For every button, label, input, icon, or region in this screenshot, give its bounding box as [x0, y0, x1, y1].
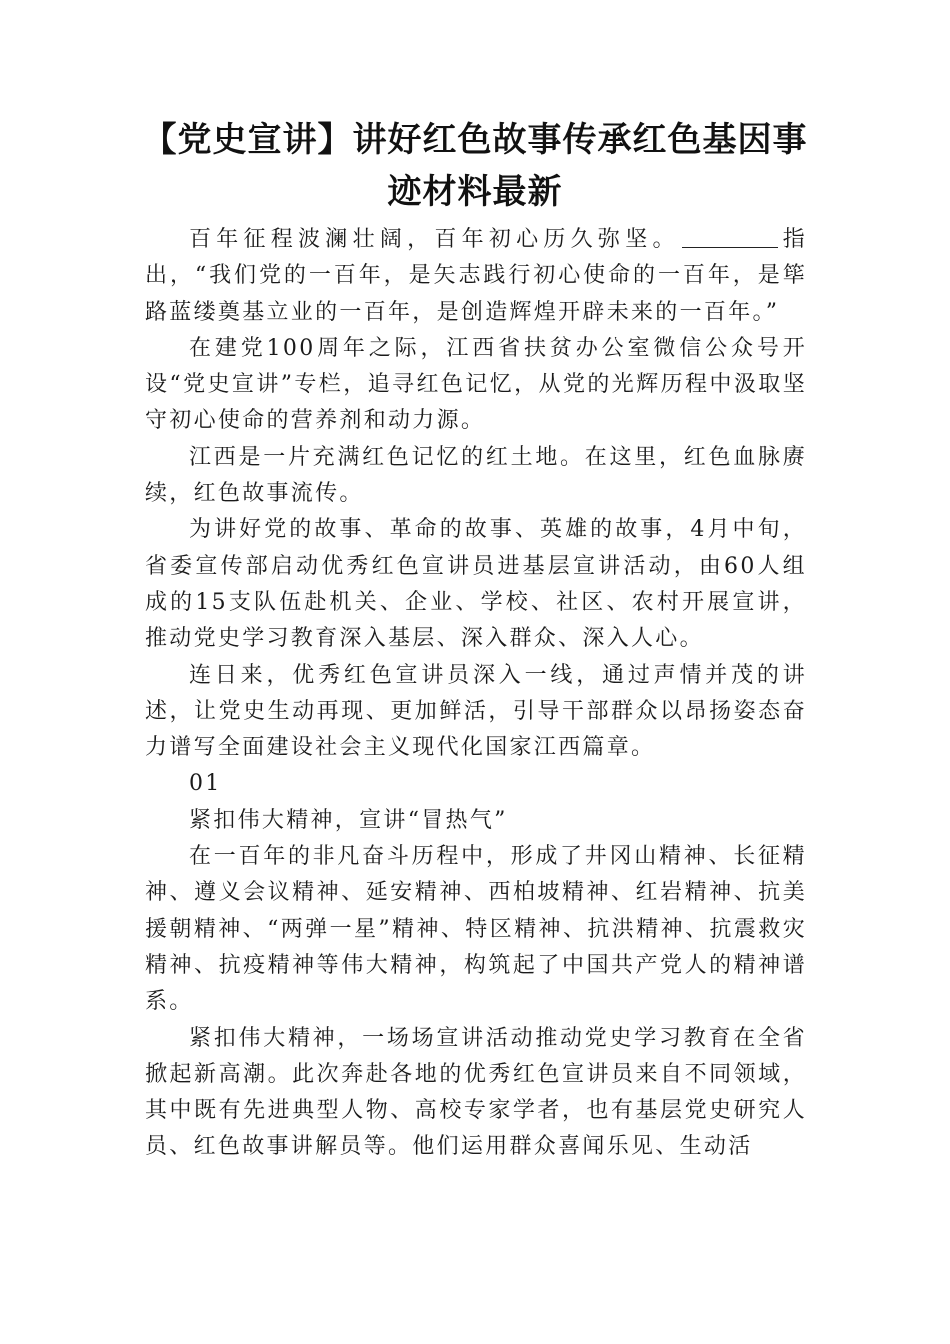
paragraph-intro-text-start: 百年征程波澜壮阔，百年初心历久弥坚。: [189, 227, 680, 252]
paragraph: 紧扣伟大精神，一场场宣讲活动推动党史学习教育在全省掀起新高潮。此次奔赴各地的优秀红色宣讲员来自不同领域，其中既有先进典型人物、高校专家学者，也有基层党史研究人员、红色故事讲解员等。他们运用群众喜闻乐见、生动活: [145, 1025, 807, 1160]
document-body: [145, 222, 807, 1166]
paragraph: 江西是一片充满红色记忆的红土地。在这里，红色血脉赓续，红色故事流传。: [145, 444, 807, 507]
paragraph: 在建党100周年之际，江西省扶贫办公室微信公众号开设“党史宣讲”专栏，追寻红色记忆，从党的光辉历程中汲取坚守初心使命的营养剂和动力源。: [145, 335, 807, 434]
section-heading: 紧扣伟大精神，宣讲“冒热气”: [189, 807, 508, 833]
paragraph: 连日来，优秀红色宣讲员深入一线，通过声情并茂的讲述，让党史生动再现、更加鲜活，引导干部群众以昂扬姿态奋力谱写全面建设社会主义现代化国家江西篇章。: [145, 662, 807, 761]
paragraph-intro: [145, 222, 807, 331]
fill-in-blank: [682, 227, 778, 248]
document-title: 【党史宣讲】讲好红色故事传承红色基因事迹材料最新: [142, 120, 808, 212]
paragraph: 在一百年的非凡奋斗历程中，形成了井冈山精神、长征精神、遵义会议精神、延安精神、西柏坡精神、红岩精神、抗美援朝精神、“两弹一星”精神、特区精神、抗洪精神、抗震救灾精神、抗疫精神等伟大精神，构筑起了中国共产党人的精神谱系。: [145, 844, 807, 1015]
section-number: 01: [189, 771, 222, 797]
paragraph-intro-text-end: 指出，“我们党的一百年，是矢志践行初心使命的一百年，是筚路蓝缕奠基立业的一百年，是创造辉煌开辟未来的一百年。”: [145, 227, 807, 325]
paragraph: 为讲好党的故事、革命的故事、英雄的故事，4月中旬，省委宣传部启动优秀红色宣讲员进基层宣讲活动，由60人组成的15支队伍赴机关、企业、学校、社区、农村开展宣讲，推动党史学习教育深入基层、深入群众、深入人心。: [145, 517, 807, 652]
